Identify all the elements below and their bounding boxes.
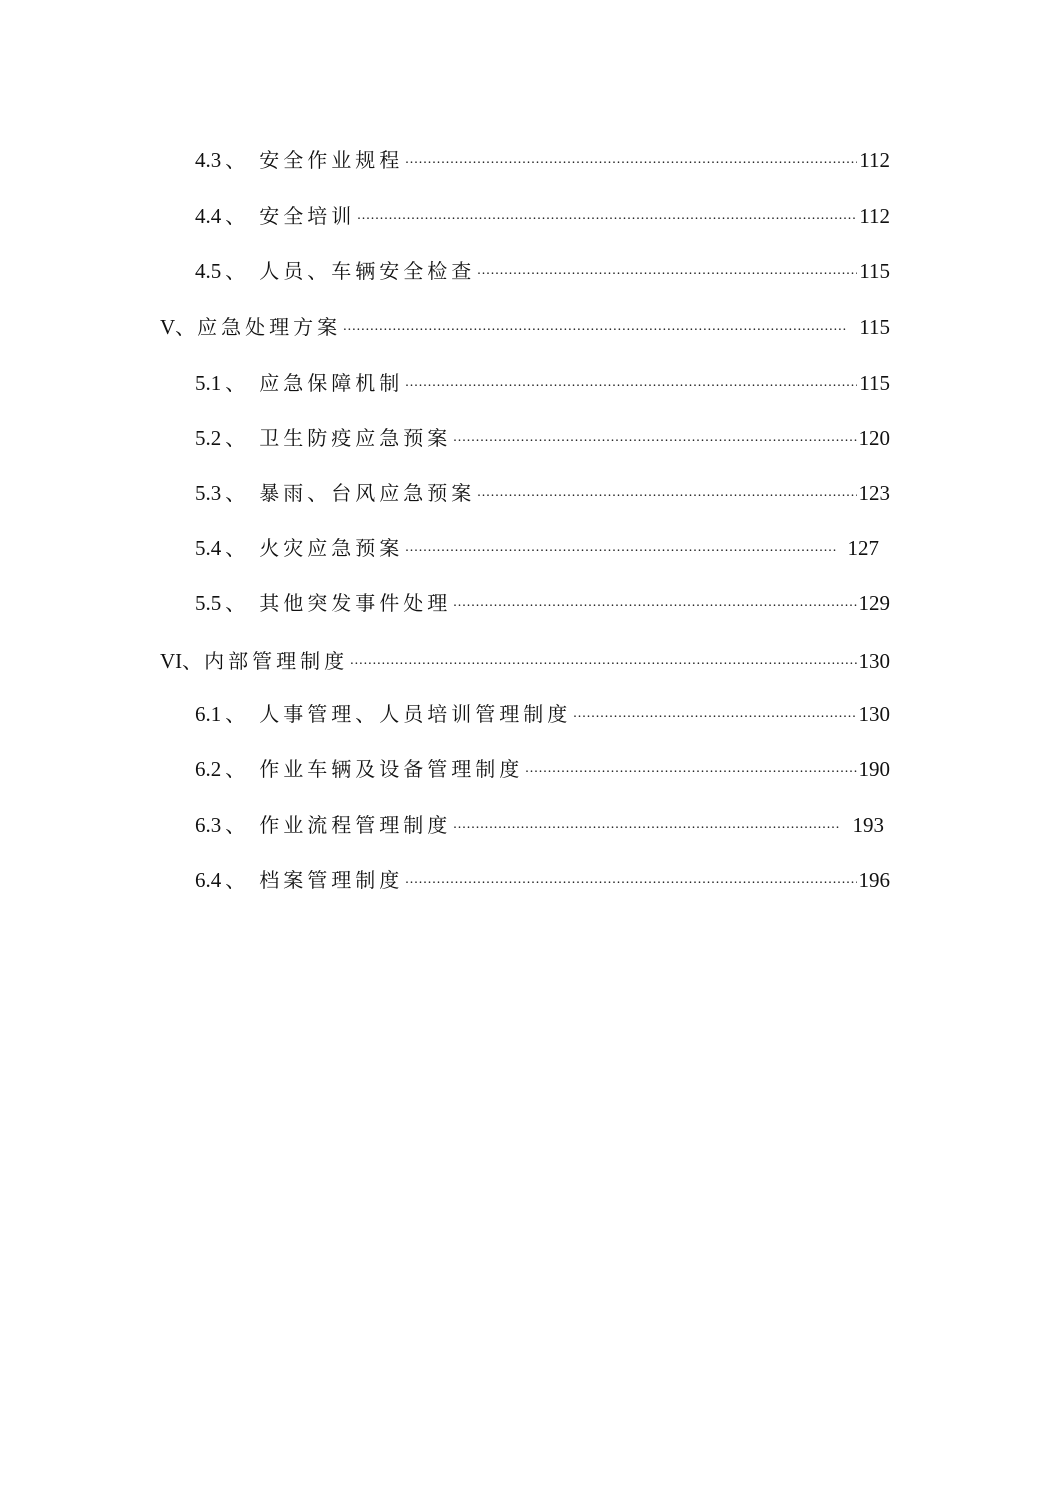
toc-entry-page: 112	[859, 148, 890, 172]
toc-entry-page: 123	[858, 481, 890, 505]
toc-entry-separator: 、	[225, 481, 246, 505]
toc-entry-number: 5.1	[195, 371, 222, 395]
toc-entry-separator: 、	[225, 868, 246, 892]
toc-section-title: 内部管理制度	[204, 649, 349, 673]
toc-entry-page: 193	[852, 813, 884, 837]
toc-entry-page: 112	[859, 204, 890, 228]
toc-entry-number: 6.1	[195, 702, 222, 726]
toc-entry-page: 190	[858, 757, 890, 781]
toc-dot-leader	[453, 814, 840, 836]
toc-entry-title: 安全培训	[259, 204, 356, 228]
toc-entry-5-2[interactable]	[195, 418, 890, 452]
toc-entry-separator: 、	[225, 591, 246, 615]
toc-dot-leader	[343, 316, 847, 338]
toc-entry-separator: 、	[225, 757, 246, 781]
toc-entry-separator: 、	[225, 148, 246, 172]
toc-entry-title: 暴雨、台风应急预案	[259, 481, 476, 505]
toc-entry-page: 115	[859, 259, 890, 283]
toc-entry-number: 4.4	[195, 204, 222, 228]
toc-entry-page: 115	[859, 315, 890, 339]
toc-entry-page: 115	[859, 371, 890, 395]
toc-entry-number: 5.2	[195, 426, 222, 450]
toc-dot-leader	[405, 537, 835, 559]
toc-entry-6-4[interactable]	[195, 860, 890, 894]
toc-entry-page: 130	[858, 702, 890, 726]
toc-entry-6-3[interactable]	[195, 805, 884, 839]
toc-entry-title: 档案管理制度	[259, 868, 404, 892]
toc-dot-leader	[477, 482, 856, 504]
toc-dot-leader	[453, 427, 856, 449]
toc-entry-page: 129	[858, 591, 890, 615]
toc-entry-title: 人事管理、人员培训管理制度	[259, 702, 572, 726]
toc-entry-separator: 、	[225, 536, 246, 560]
toc-section-v[interactable]	[160, 307, 890, 341]
toc-entry-5-4[interactable]	[195, 528, 879, 562]
toc-dot-leader	[525, 758, 856, 780]
toc-dot-leader	[453, 592, 856, 614]
toc-entry-page: 120	[858, 426, 890, 450]
toc-entry-title: 应急保障机制	[259, 371, 404, 395]
toc-entry-separator: 、	[225, 259, 246, 283]
toc-entry-number: 4.3	[195, 148, 222, 172]
toc-entry-separator: 、	[225, 813, 246, 837]
toc-entry-separator: 、	[225, 371, 246, 395]
toc-dot-leader	[357, 205, 857, 227]
toc-section-number: VI	[160, 649, 183, 673]
toc-dot-leader	[405, 869, 856, 891]
toc-section-title: 应急处理方案	[197, 315, 342, 339]
toc-entry-separator: 、	[225, 204, 246, 228]
toc-dot-leader	[350, 650, 856, 672]
toc-entry-number: 6.4	[195, 868, 222, 892]
toc-entry-page: 127	[847, 536, 879, 560]
toc-entry-4-5[interactable]	[195, 251, 890, 285]
toc-entry-4-3[interactable]	[195, 140, 890, 174]
toc-entry-number: 4.5	[195, 259, 222, 283]
toc-entry-5-5[interactable]	[195, 583, 890, 617]
toc-entry-6-1[interactable]	[195, 694, 890, 728]
toc-entry-title: 作业车辆及设备管理制度	[259, 757, 524, 781]
toc-dot-leader	[405, 149, 857, 171]
toc-entry-number: 5.4	[195, 536, 222, 560]
toc-entry-title: 人员、车辆安全检查	[259, 259, 476, 283]
toc-entry-title: 其他突发事件处理	[259, 591, 452, 615]
toc-dot-leader	[405, 372, 857, 394]
toc-entry-number: 6.2	[195, 757, 222, 781]
toc-entry-5-3[interactable]	[195, 473, 890, 507]
toc-entry-title: 作业流程管理制度	[259, 813, 452, 837]
toc-dot-leader	[477, 260, 857, 282]
toc-entry-title: 安全作业规程	[259, 148, 404, 172]
toc-entry-separator: 、	[225, 702, 246, 726]
toc-dot-leader	[573, 703, 856, 725]
toc-entry-separator: 、	[182, 649, 203, 673]
toc-entry-page: 130	[858, 649, 890, 673]
toc-entry-5-1[interactable]	[195, 363, 890, 397]
toc-entry-number: 6.3	[195, 813, 222, 837]
toc-section-number: V	[160, 315, 176, 339]
toc-entry-6-2[interactable]	[195, 749, 890, 783]
toc-entry-title: 卫生防疫应急预案	[259, 426, 452, 450]
toc-section-vi[interactable]	[160, 641, 890, 675]
toc-entry-page: 196	[858, 868, 890, 892]
toc-entry-separator: 、	[175, 315, 196, 339]
toc-entry-4-4[interactable]	[195, 196, 890, 230]
toc-entry-title: 火灾应急预案	[259, 536, 404, 560]
toc-entry-number: 5.3	[195, 481, 222, 505]
toc-entry-number: 5.5	[195, 591, 222, 615]
toc-entry-separator: 、	[225, 426, 246, 450]
